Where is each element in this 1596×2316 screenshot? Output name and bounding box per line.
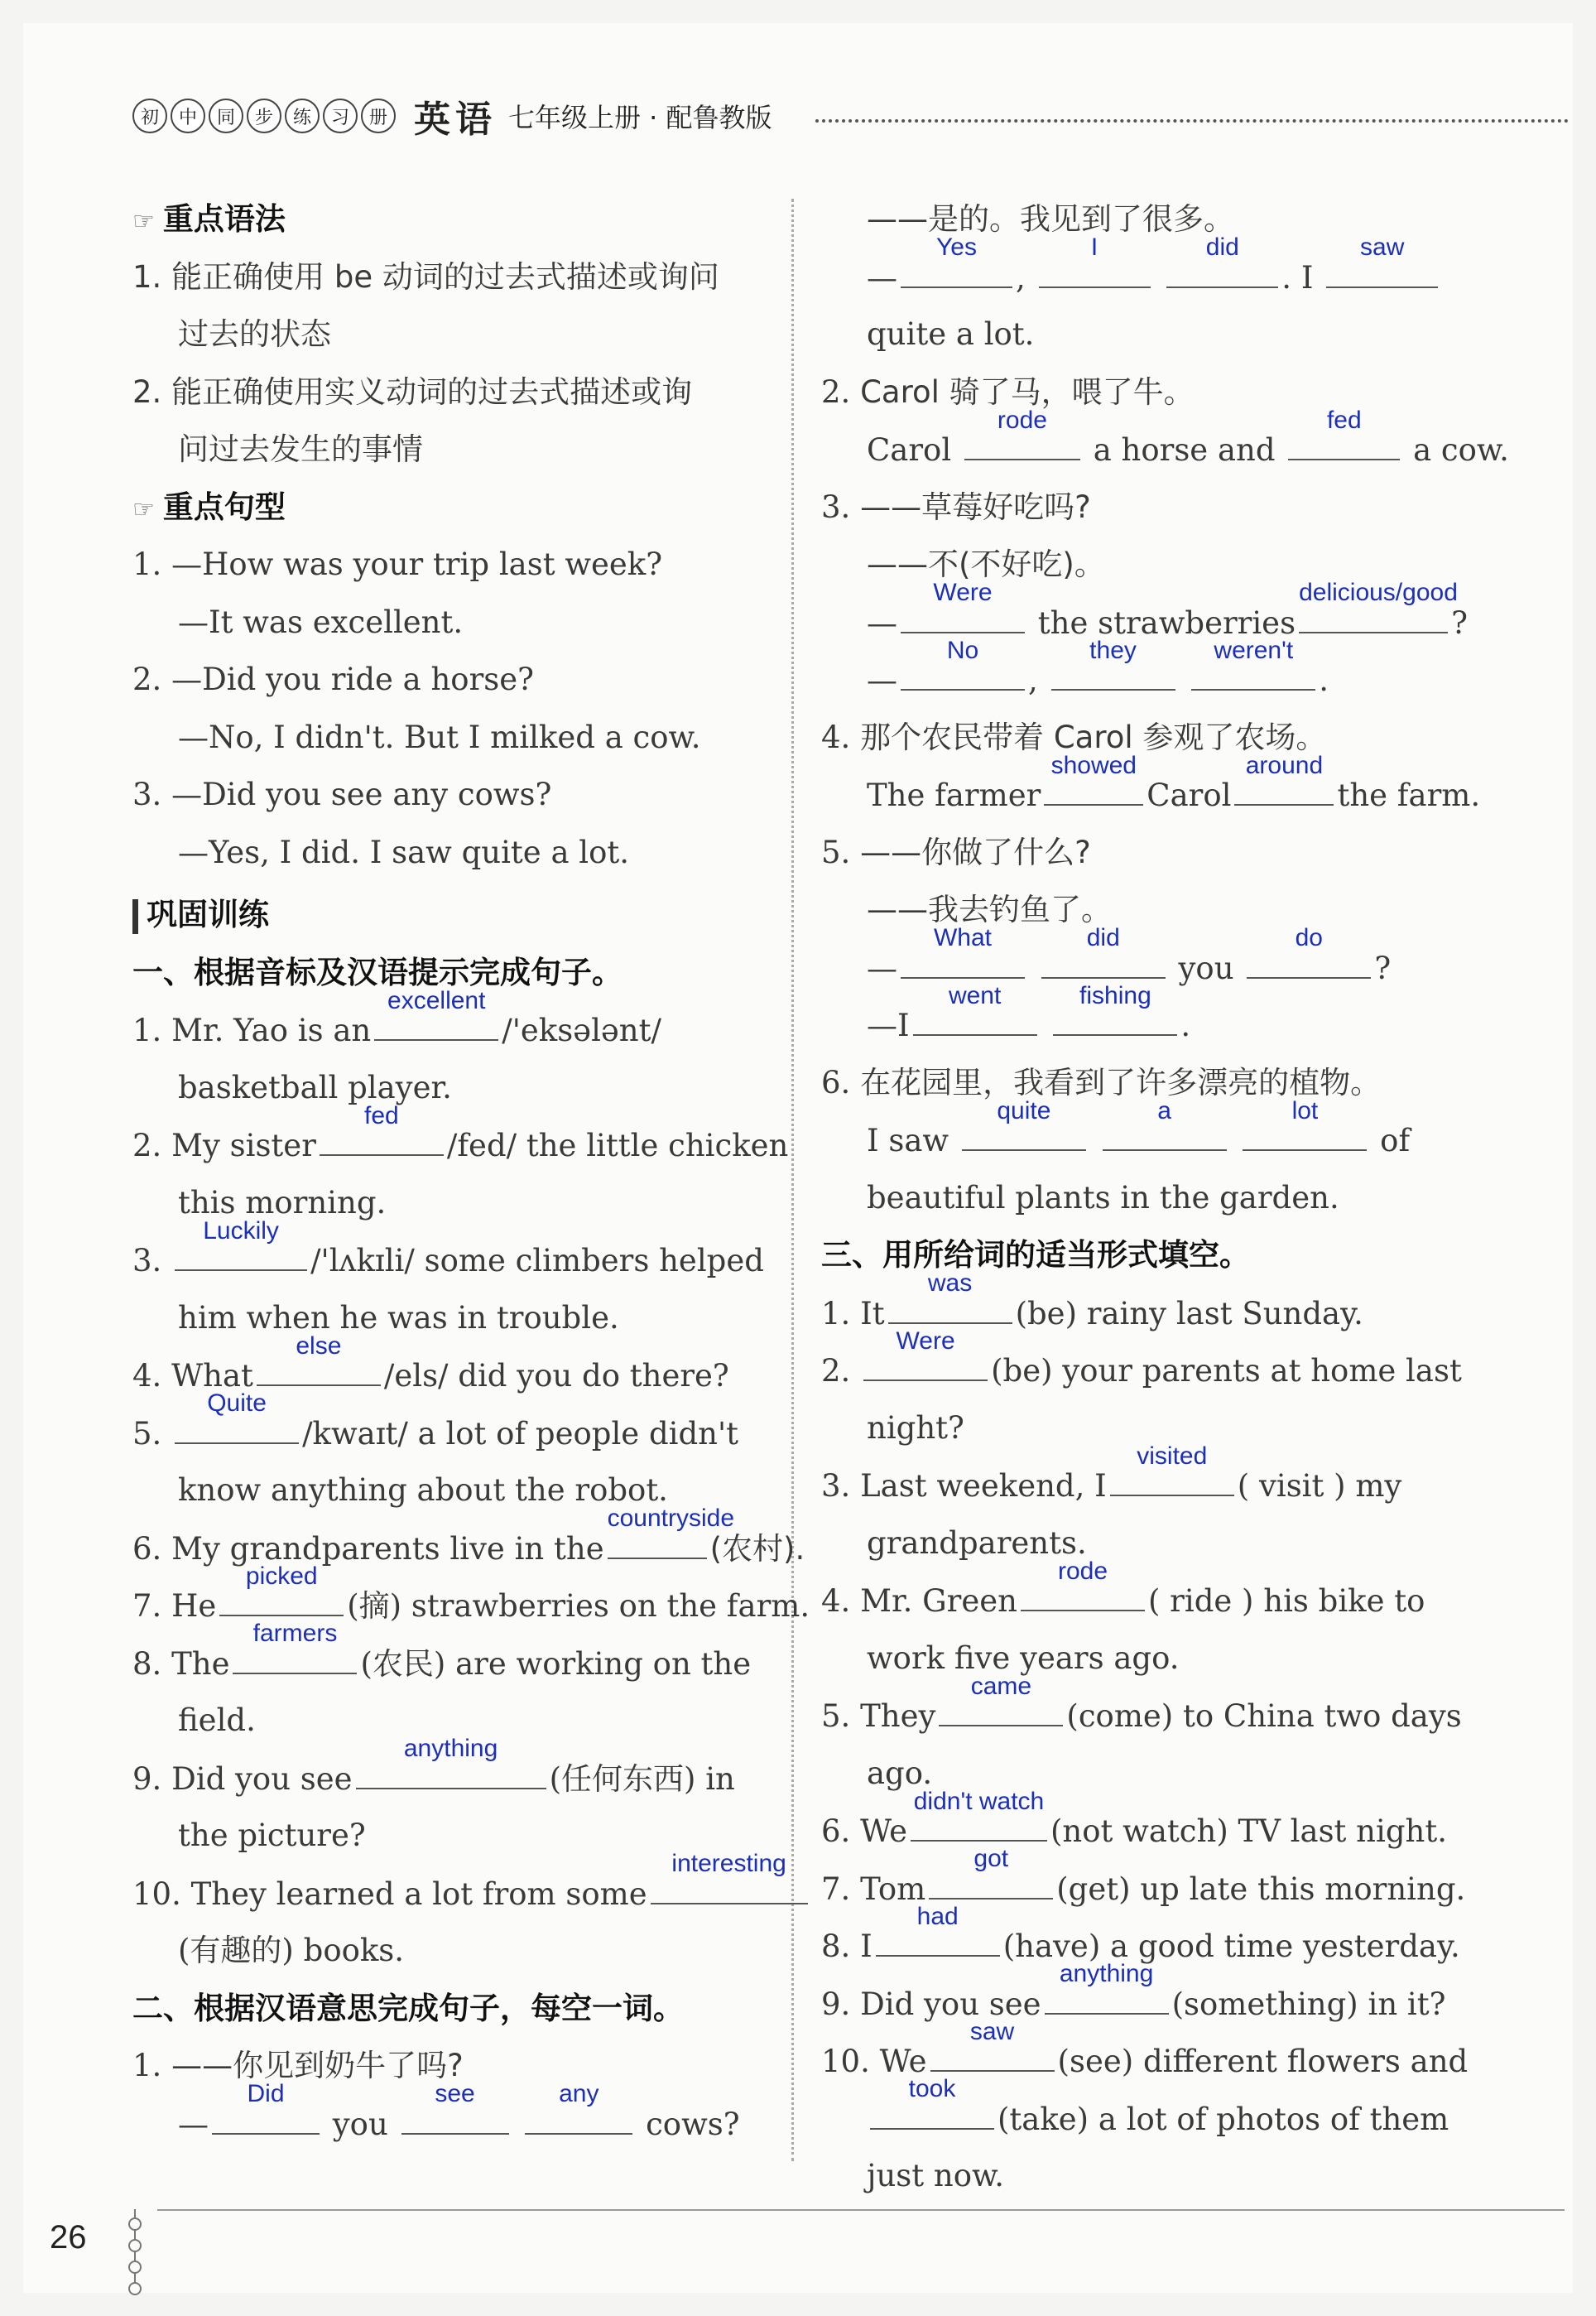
answer-blank[interactable]: fishing [1053, 996, 1177, 1036]
exercise-item: 8. The farmers (农民) are working on the [132, 1620, 752, 1682]
exercise-item: 3. Luckily /'lʌkɪli/ some climbers helped [132, 1216, 764, 1278]
sentence-item: 3. —Did you see any cows? [132, 777, 552, 812]
practice-heading: 巩固训练 [132, 886, 762, 944]
series-char: 初 [132, 99, 167, 133]
grade-label: 七年级上册 · 配鲁教版 [508, 102, 772, 133]
part2-title: 二、根据汉语意思完成句子，每空一词。 [132, 1990, 684, 2026]
answer-blank[interactable]: any [525, 2095, 632, 2135]
answer-blank[interactable]: rode [1021, 1572, 1145, 1611]
answer-blank[interactable]: Did [212, 2095, 320, 2135]
exercise-cont: ago. [867, 1755, 933, 1791]
answer-blank[interactable]: fed [1288, 421, 1400, 460]
exercise-cont: — Yes , I did . I saw [821, 248, 1459, 306]
footer-rule [157, 2209, 1565, 2211]
series-char: 中 [171, 99, 205, 133]
part1-title: 一、根据音标及汉语提示完成句子。 [132, 954, 623, 990]
grammar-item-cont: 过去的状态 [178, 316, 331, 352]
subject-title: 英语 [414, 99, 497, 141]
sentence-item: 2. —Did you ride a horse? [132, 662, 534, 697]
answer-blank[interactable]: Luckily [175, 1231, 307, 1271]
answer-blank[interactable]: took [870, 2090, 994, 2130]
exercise-item: 8. I had (have) a good time yesterday. [821, 1902, 1460, 1964]
answer-blank[interactable]: anything [356, 1750, 546, 1789]
exercise-cont: know anything about the robot. [178, 1472, 668, 1508]
exercise-cont: ——不(不好吃)。 [867, 546, 1105, 582]
section-heading: ☞ 重点句型 [132, 489, 286, 525]
answer-blank[interactable]: went [913, 996, 1037, 1036]
answer-blank[interactable]: Were [863, 1341, 988, 1381]
answer-blank[interactable]: they [1051, 651, 1175, 691]
exercise-item: 1. It was (be) rainy last Sunday. [821, 1269, 1363, 1331]
exercise-item: 6. 在花园里，我看到了许多漂亮的植物。 [821, 1064, 1382, 1100]
exercise-cont: him when he was in trouble. [178, 1299, 619, 1336]
answer-blank[interactable]: a [1103, 1111, 1227, 1151]
answer-blank[interactable]: Yes [901, 248, 1012, 288]
series-char: 册 [361, 99, 396, 133]
exercise-cont: Carol rode a horse and fed a cow. [867, 406, 1509, 468]
page-header [132, 91, 772, 141]
answer-blank[interactable]: around [1234, 766, 1334, 806]
section-heading: ☞ 重点语法 [132, 201, 286, 237]
answer-blank[interactable]: had [876, 1917, 1000, 1957]
exercise-cont: (有趣的) books. [178, 1933, 405, 1968]
answer-blank[interactable]: came [939, 1687, 1063, 1726]
answer-blank[interactable]: showed [1044, 766, 1143, 806]
header-dotted-rule [815, 119, 1569, 123]
answer-blank[interactable]: saw [930, 2032, 1055, 2072]
exercise-cont: —I went fishing . [867, 981, 1191, 1043]
left-column [132, 190, 810, 2152]
exercise-item: 2. My sister fed /fed/ the little chicken [132, 1101, 789, 1163]
exercise-item: 7. He picked (摘) strawberries on the farm. [132, 1562, 810, 1624]
answer-blank[interactable]: weren't [1191, 651, 1315, 691]
exercise-cont: night? [867, 1409, 964, 1446]
footer-ornament [134, 2209, 147, 2292]
exercise-item: 4. What else /els/ did you do there? [132, 1331, 729, 1394]
exercise-cont: beautiful plants in the garden. [867, 1179, 1339, 1216]
exercise-item: 1. Mr. Yao is an excellent /'eksələnt/ [132, 986, 661, 1048]
answer-blank[interactable]: quite [962, 1111, 1086, 1151]
answer-blank[interactable]: see [401, 2095, 509, 2135]
exercise-item: 4. Mr. Green rode ( ride ) his bike to [821, 1557, 1425, 1619]
answer-blank[interactable]: was [888, 1284, 1012, 1324]
series-char: 步 [247, 99, 281, 133]
exercise-item: 3. ——草莓好吃吗? [821, 489, 1091, 525]
exercise-item: 2. Were (be) your parents at home last [821, 1327, 1462, 1389]
exercise-item: 5. They came (come) to China two days [821, 1672, 1462, 1734]
answer-blank[interactable]: lot [1243, 1111, 1367, 1151]
answer-blank[interactable]: did [1166, 248, 1278, 288]
answer-blank[interactable]: farmers [233, 1635, 357, 1674]
exercise-cont: — Did you see any cows? [178, 2080, 740, 2142]
exercise-cont: grandparents. [867, 1524, 1087, 1561]
series-char: 习 [323, 99, 358, 133]
exercise-item: 6. We didn't watch (not watch) TV last night. [821, 1787, 1447, 1849]
exercise-item: 6. My grandparents live in the countryside (农村). [132, 1505, 805, 1567]
exercise-cont: the picture? [178, 1818, 366, 1853]
sentence-item: 1. —How was your trip last week? [132, 546, 663, 582]
grammar-item: 2. 能正确使用实义动词的过去式描述或询 [132, 373, 693, 410]
exercise-cont: — Were the strawberries delicious/good ? [867, 579, 1468, 641]
sentence-reply: —No, I didn't. But I milked a cow. [178, 719, 701, 755]
answer-blank[interactable]: interesting [651, 1865, 808, 1904]
sentence-reply: —Yes, I did. I saw quite a lot. [178, 834, 630, 870]
exercise-cont: — What did you do ? [867, 924, 1392, 986]
series-char: 同 [209, 99, 243, 133]
answer-blank[interactable]: fed [320, 1116, 444, 1156]
answer-blank[interactable]: did [1041, 939, 1166, 979]
exercise-cont: just now. [867, 2158, 1005, 2193]
exercise-item: 2. Carol 骑了马，喂了牛。 [821, 373, 1195, 410]
exercise-cont: I saw quite a lot of [867, 1096, 1411, 1158]
answer-blank[interactable]: saw [1326, 248, 1438, 288]
exercise-item: 5. Quite /kwaɪt/ a lot of people didn't [132, 1389, 739, 1452]
answer-blank[interactable]: anything [1045, 1975, 1169, 2015]
answer-blank[interactable]: countryside [608, 1519, 707, 1559]
exercise-cont: field. [178, 1702, 256, 1738]
answer-blank[interactable]: excellent [374, 1001, 498, 1041]
exercise-item: 9. Did you see anything (something) in it? [821, 1960, 1446, 2022]
answer-blank[interactable]: rode [964, 421, 1080, 460]
answer-blank[interactable]: What [901, 939, 1025, 979]
pointing-hand-icon: ☞ [132, 207, 155, 236]
exercise-cont: work five years ago. [867, 1639, 1180, 1676]
exercise-cont: took (take) a lot of photos of them [821, 2090, 1459, 2148]
series-char: 练 [285, 99, 320, 133]
answer-blank[interactable]: else [257, 1346, 381, 1386]
exercise-item: 1. ——你见到奶牛了吗? [132, 2048, 464, 2083]
exercise-cont: basketball player. [178, 1069, 452, 1105]
answer-blank[interactable]: do [1247, 939, 1371, 979]
answer-blank[interactable]: No [901, 651, 1025, 691]
exercise-cont: ——我去钓鱼了。 [867, 892, 1112, 927]
exercise-item: 10. We saw (see) different flowers and [821, 2017, 1469, 2079]
answer-blank[interactable]: delicious/good [1299, 594, 1448, 633]
exercise-cont: The farmer showed Carol around the farm. [867, 751, 1481, 813]
exercise-item: 10. They learned a lot from some interesting [132, 1865, 762, 1923]
part3-title: 三、用所给词的适当形式填空。 [821, 1237, 1250, 1273]
exercise-item: 7. Tom got (get) up late this morning. [821, 1845, 1466, 1907]
heading-bar [132, 899, 138, 934]
exercise-cont: this morning. [178, 1184, 387, 1221]
exercise-cont: ——是的。我见到了很多。 [867, 201, 1234, 237]
answer-blank[interactable]: didn't watch [911, 1802, 1047, 1842]
answer-blank[interactable]: I [1039, 248, 1151, 288]
answer-blank[interactable]: Quite [175, 1404, 299, 1444]
answer-blank[interactable]: Were [901, 594, 1025, 633]
answer-blank[interactable]: picked [219, 1577, 344, 1616]
grammar-item: 1. 能正确使用 be 动词的过去式描述或询问 [132, 258, 719, 295]
answer-blank[interactable]: visited [1110, 1457, 1234, 1496]
exercise-item: 9. Did you see anything (任何东西) in [132, 1735, 735, 1797]
answer-blank[interactable]: got [929, 1860, 1053, 1900]
sentence-reply: —It was excellent. [178, 604, 464, 640]
grammar-item-cont: 问过去发生的事情 [178, 431, 423, 467]
right-column [821, 190, 1509, 2205]
exercise-cont: quite a lot. [867, 316, 1035, 352]
exercise-item: 5. ——你做了什么? [821, 834, 1091, 870]
pointing-hand-icon: ☞ [132, 494, 155, 524]
exercise-cont: — No , they weren't . [867, 636, 1329, 698]
page-number: 26 [50, 2219, 87, 2256]
exercise-item: 4. 那个农民带着 Carol 参观了农场。 [821, 719, 1327, 755]
exercise-item: 3. Last weekend, I visited ( visit ) my [821, 1442, 1402, 1504]
